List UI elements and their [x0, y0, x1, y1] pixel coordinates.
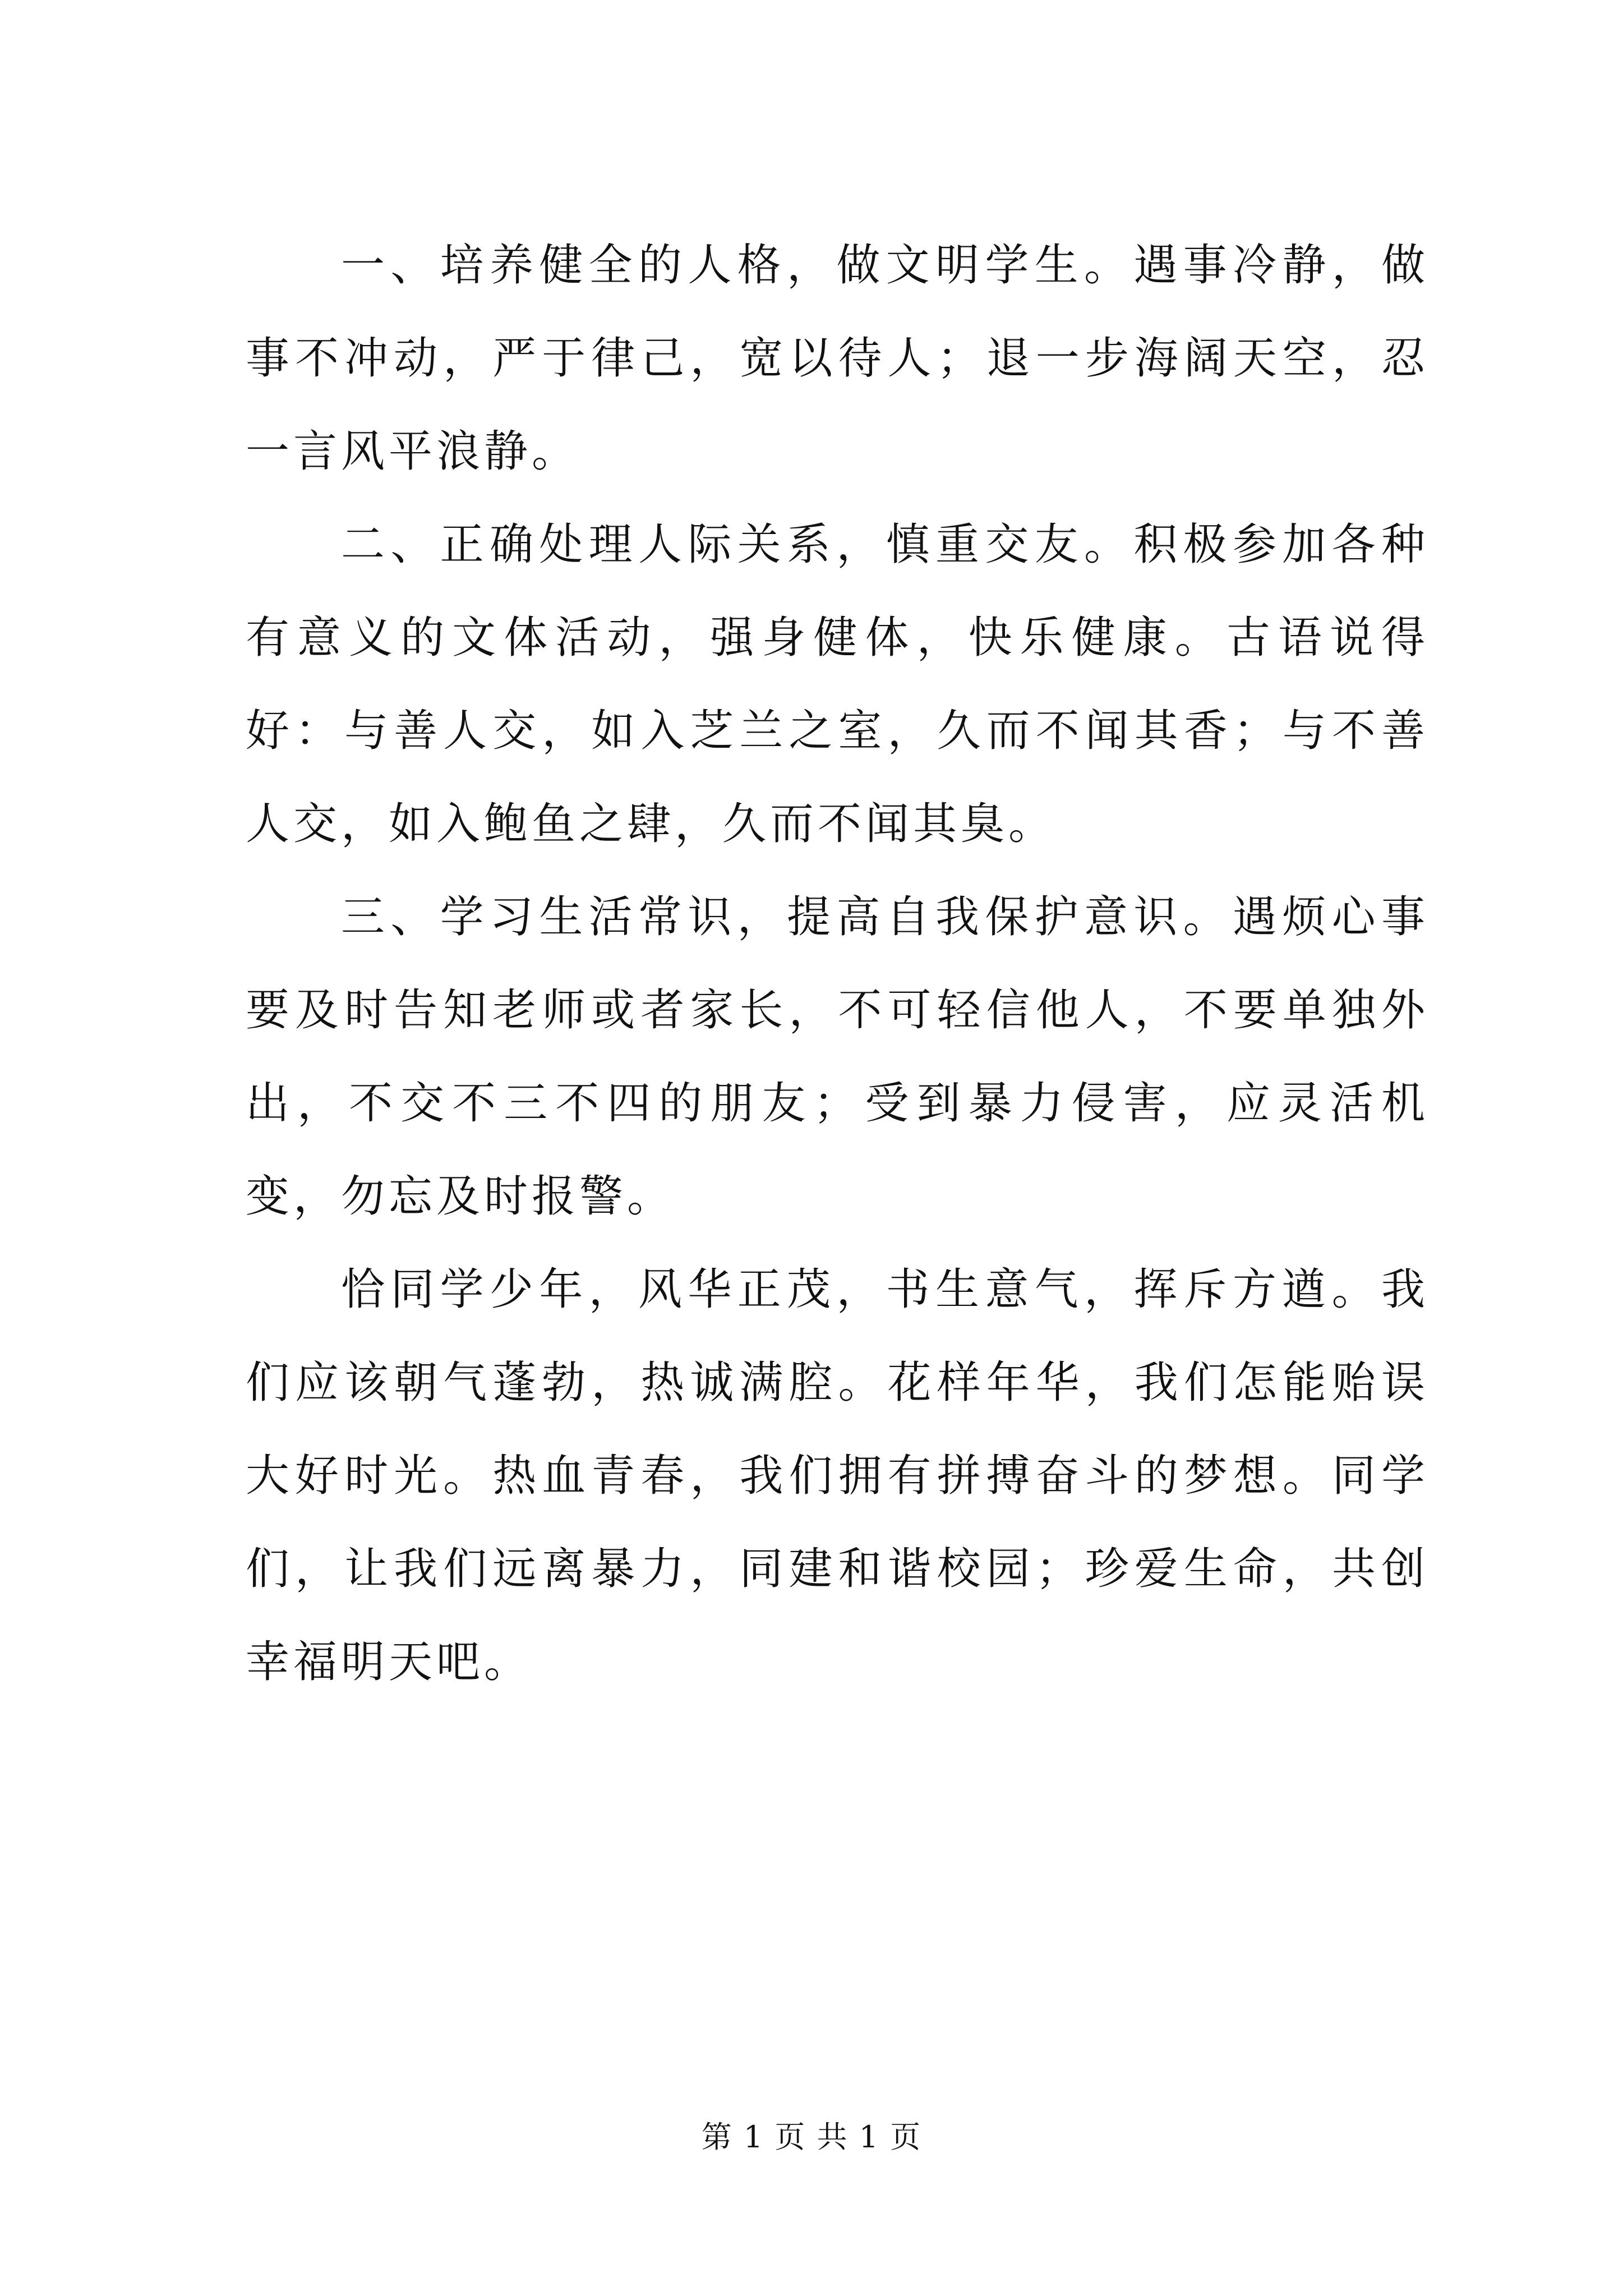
document-body: [246, 219, 1429, 1709]
paragraph-relationships: 二、正确处理人际关系，慎重交友。积极参加各种有意义的文体活动，强身健体，快乐健康。古语说得好：与善人交，如入芝兰之室，久而不闻其香；与不善人交，如入鲍鱼之肆，久而不闻其臭。: [246, 519, 1429, 849]
page-footer: 第 1 页 共 1 页: [701, 2119, 922, 2155]
paragraph-personality: 一、培养健全的人格，做文明学生。遇事冷静，做事不冲动，严于律己，宽以待人；退一步海阔天空，忍一言风平浪静。: [246, 240, 1429, 477]
paragraph-conclusion: 恰同学少年，风华正茂，书生意气，挥斥方遒。我们应该朝气蓬勃，热诚满腔。花样年华，我们怎能贻误大好时光。热血青春，我们拥有拼搏奋斗的梦想。同学们，让我们远离暴力，同建和谐校园；珍爱生命，共创幸福明天吧。: [246, 1264, 1429, 1687]
paragraph-self-protection: 三、学习生活常识，提高自我保护意识。遇烦心事要及时告知老师或者家长，不可轻信他人，不要单独外出，不交不三不四的朋友；受到暴力侵害，应灵活机变，勿忘及时报警。: [246, 892, 1429, 1222]
